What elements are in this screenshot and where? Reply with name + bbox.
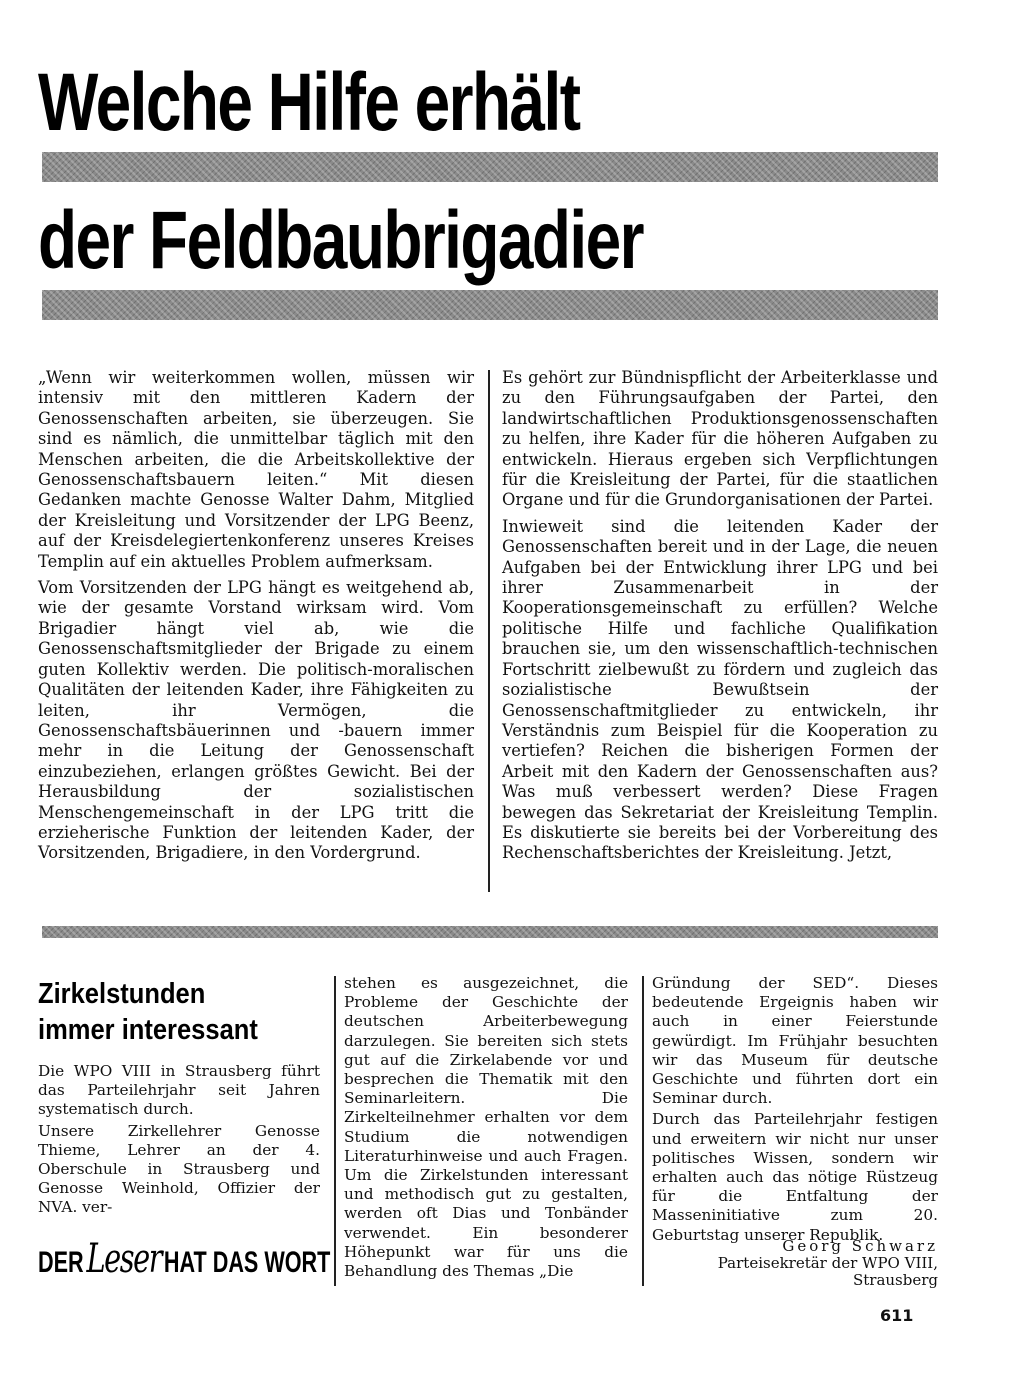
article-right-column [502,368,938,870]
box-column-1 [38,1062,320,1220]
headline-line-2: der Feldbaubrigadier [38,195,643,286]
signature-name: Georg Schwarz [782,1237,938,1255]
article-paragraph: Vom Vorsitzenden der LPG hängt es weitgehend ab, wie der gesamte Vorstand wirksam wird. Vom Brigadier hängt viel ab, wie die Genossenschaftsmitglieder der Brigade zu einem guten Kollektiv werden. Die politisch-moralischen Qualitäten der leitenden Kader, ihre Fähigkeiten zu leiten, ihr Vermögen, die Genossenschaftsbäuerinnen und -bauern immer mehr in die Leitung der Genossenschaft einzubeziehen, erlangen größtes Gewicht. Bei der Herausbildung der sozialistischen Menschengemeinschaft in der LPG tritt die erzieherische Funktion der leitenden Kader, der Vorsitzenden, Brigadiere, in den Vordergrund. [38,578,474,863]
column-divider [488,370,490,892]
signature-place: Strausberg [852,1271,938,1289]
box-paragraph: Durch das Parteilehrjahr festigen und erweitern wir nicht nur unser politisches Wissen, sondern wir erhalten auch das nötige Rüstzeug für die Entfaltung der Masseninitiative zum 20. Geburtstag unserer Republik. [652,1110,938,1244]
box-title-line-1: Zirkelstunden [38,978,206,1010]
section-separator [42,926,938,938]
box-divider-2 [642,976,644,1286]
logo-text-right: HAT DAS WORT [163,1246,331,1279]
box-paragraph: Gründung der SED“. Dieses bedeutende Ergeignis haben wir auch in einer Feierstunde gewürdigt. Im Frühjahr besuchten wir das Museum für deutsche Geschichte und führten dort ein Seminar durch. [652,974,938,1108]
headline-rule-2 [42,290,938,320]
box-title-line-2: immer interessant [38,1014,258,1046]
box-paragraph: Unsere Zirkellehrer Genosse Thieme, Lehrer an der 4. Oberschule in Strausberg und Genosse Weinhold, Offizier der NVA. ver- [38,1121,320,1217]
article-paragraph: Es gehört zur Bündnispflicht der Arbeiterklasse und zu den Führungsaufgaben der Partei, den landwirtschaftlichen Produktionsgenossenschaften zu helfen, ihre Kader für die höheren Aufgaben zu entwickeln. Hieraus ergeben sich Verpflichtungen für die Kreisleitung der Partei, für die staatlichen Organe und für die Grundorganisationen der Partei. [502,368,938,510]
box-paragraph: stehen es ausgezeichnet, die Probleme der Geschichte der deutschen Arbeiterbewegung darzulegen. Sie bereiten sich stets gut auf die Zirkelabende vor und besprechen die Thematik mit den Seminarleitern. Die Zirkelteilnehmer erhalten vor dem Studium die notwendigen Literaturhinweise und auch Fragen. Um die Zirkelstunden interessant und methodisch gut zu gestalten, werden oft Dias und Tonbänder verwendet. Ein besonderer Höhepunkt war für uns die Behandlung des Themas „Die [344,974,628,1281]
signature-role: Parteisekretär der WPO VIII, [717,1254,938,1272]
article-paragraph: Inwieweit sind die leitenden Kader der Genossenschaften bereit und in der Lage, die neuen Aufgaben bei der Entwicklung ihrer LPG und bei ihrer Zusammenarbeit in der Kooperationsgemeinschaft zu erfüllen? Welche politische Hilfe und fachliche Qualifikation brauchen sie, um den wissenschaftlich-technischen Fortschritt zielbewußt zu fördern und zugleich das sozialistische Bewußtsein der Genossenschaftmitglieder zu entwickeln, ihr Verständnis zum Beispiel für die Kooperation zu vertiefen? Reichen die bisherigen Formen der Arbeit mit den Kadern der Genossenschaften aus? Was muß verbessert werden? Diese Fragen bewegen das Sekretariat der Kreisleitung Templin. Es diskutierte sie bereits bei der Vorbereitung des Rechenschaftsberichtes der Kreisleitung. Jetzt, [502,516,938,863]
logo-text-left: DER [38,1246,84,1279]
headline-rule-1 [42,152,938,182]
box-column-2 [344,974,628,1283]
box-column-3 [652,974,938,1247]
headline-line-1: Welche Hilfe erhält [38,57,580,148]
signature [652,1238,938,1289]
box-divider-1 [334,976,336,1286]
article-left-column [38,368,474,870]
box-paragraph: Die WPO VIII in Strausberg führt das Parteilehrjahr seit Jahren systematisch durch. [38,1062,320,1119]
page-number: 611 [880,1306,914,1325]
leser-hat-das-wort-logo [38,1236,330,1282]
article-paragraph: „Wenn wir weiterkommen wollen, müssen wir intensiv mit den mittleren Kadern der Genossenschaften arbeiten, sie überzeugen. Sie sind es nämlich, die unmittelbar täglich mit den Menschen arbeiten, die die Arbeitskollektive der Genossenschaftsbauern leiten.“ Mit diesen Gedanken machte Genosse Walter Dahm, Mitglied der Kreisleitung und Vorsitzender der LPG Beenz, auf der Kreisdelegiertenkonferenz unseres Kreises Templin auf ein aktuelles Problem aufmerksam. [38,368,474,571]
logo-script-text: Leser [86,1236,162,1282]
